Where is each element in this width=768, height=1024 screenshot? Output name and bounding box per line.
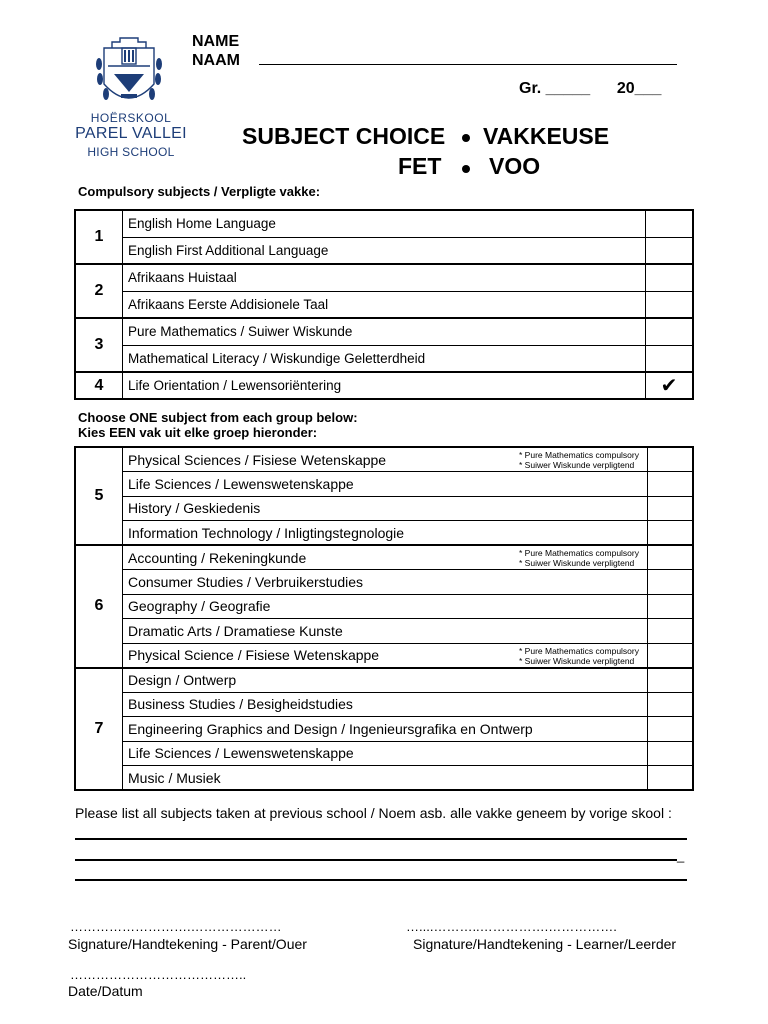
name-input-line[interactable] bbox=[259, 64, 677, 65]
subject-name: Life Orientation / Lewensoriëntering bbox=[123, 372, 646, 399]
requirement-note bbox=[519, 548, 639, 568]
selection-checkbox[interactable] bbox=[648, 741, 694, 766]
selection-checkbox[interactable] bbox=[646, 318, 694, 345]
subject-name: Physical Science / Fisiese Wetenskappe bbox=[128, 647, 380, 663]
requirement-note-af: * Suiwer Wiskunde verpligtend bbox=[519, 655, 635, 666]
school-name-line2: PAREL VALLEI bbox=[75, 125, 187, 142]
date-line[interactable]: ………………………………….. bbox=[70, 967, 247, 982]
subject-name: Business Studies / Besigheidstudies bbox=[123, 692, 648, 717]
date-label: Date/Datum bbox=[68, 983, 143, 999]
table-row bbox=[75, 345, 693, 372]
selection-checkbox[interactable] bbox=[648, 472, 694, 497]
subject-name: Consumer Studies / Verbruikerstudies bbox=[123, 570, 648, 595]
table-row bbox=[75, 619, 693, 644]
subject-name: Accounting / Rekeningkunde bbox=[128, 549, 307, 566]
table-row bbox=[75, 717, 693, 742]
selection-checkbox[interactable] bbox=[648, 668, 694, 693]
previous-subjects-line[interactable] bbox=[75, 838, 687, 840]
selection-checkbox[interactable] bbox=[648, 521, 694, 546]
selection-checkbox[interactable] bbox=[648, 496, 694, 521]
previous-subjects-line[interactable] bbox=[75, 859, 677, 861]
compulsory-subjects-table bbox=[74, 209, 694, 400]
table-row bbox=[75, 496, 693, 521]
selection-checkbox[interactable] bbox=[648, 766, 694, 791]
table-row bbox=[75, 668, 693, 693]
table-row bbox=[75, 741, 693, 766]
grade-year-field[interactable] bbox=[519, 80, 661, 98]
subject-name: History / Geskiedenis bbox=[123, 496, 648, 521]
table-row bbox=[75, 570, 693, 595]
table-row bbox=[75, 472, 693, 497]
selection-checkbox[interactable] bbox=[648, 643, 694, 668]
naam-label: NAAM bbox=[192, 52, 240, 69]
table-row bbox=[75, 372, 693, 399]
table-row bbox=[75, 545, 693, 570]
subject-name: Life Sciences / Lewenswetenskappe bbox=[123, 472, 648, 497]
requirement-note bbox=[519, 450, 639, 470]
selection-checkbox[interactable] bbox=[648, 570, 694, 595]
subject-name: Physical Sciences / Fisiese Wetenskappe bbox=[128, 451, 387, 468]
subject-cell bbox=[123, 545, 648, 570]
subject-name: Mathematical Literacy / Wiskundige Geletterdheid bbox=[123, 345, 646, 372]
group-number: 3 bbox=[75, 318, 123, 372]
title-voo: VOO bbox=[489, 153, 541, 179]
table-row bbox=[75, 291, 693, 318]
school-name-line3: HIGH SCHOOL bbox=[87, 145, 175, 159]
subject-name: Geography / Geografie bbox=[123, 594, 648, 619]
group-number: 5 bbox=[75, 447, 123, 545]
title-subject-choice: SUBJECT CHOICE bbox=[242, 123, 446, 149]
title-fet: FET bbox=[398, 153, 442, 179]
selection-checkbox[interactable] bbox=[646, 345, 694, 372]
title-bullet bbox=[462, 165, 470, 173]
subject-name: Design / Ontwerp bbox=[123, 668, 648, 693]
subject-name: Life Sciences / Lewenswetenskappe bbox=[123, 741, 648, 766]
group-number: 1 bbox=[75, 210, 123, 264]
selection-checkbox[interactable] bbox=[648, 717, 694, 742]
table-row bbox=[75, 521, 693, 546]
table-row bbox=[75, 318, 693, 345]
group-number: 7 bbox=[75, 668, 123, 791]
table-row bbox=[75, 237, 693, 264]
table-row bbox=[75, 447, 693, 472]
table-row bbox=[75, 210, 693, 237]
subject-name: Information Technology / Inligtingstegnologie bbox=[123, 521, 648, 546]
subject-name: Afrikaans Huistaal bbox=[123, 264, 646, 291]
parent-signature-line[interactable]: ……………………….………………… bbox=[70, 919, 282, 934]
requirement-note-af: * Suiwer Wiskunde verpligtend bbox=[519, 460, 635, 470]
requirement-note-en: * Pure Mathematics compulsory bbox=[519, 645, 639, 656]
group-number: 4 bbox=[75, 372, 123, 399]
selection-checkbox[interactable] bbox=[648, 447, 694, 472]
subject-name: Pure Mathematics / Suiwer Wiskunde bbox=[123, 318, 646, 345]
title-bullet bbox=[462, 134, 470, 142]
learner-signature-label: Signature/Handtekening - Learner/Leerder bbox=[413, 936, 677, 952]
selection-checkbox[interactable] bbox=[646, 237, 694, 264]
selection-checkbox[interactable] bbox=[648, 619, 694, 644]
group-number: 2 bbox=[75, 264, 123, 318]
selection-checkbox[interactable] bbox=[646, 264, 694, 291]
elective-subjects-table bbox=[74, 446, 694, 791]
name-label: NAME bbox=[192, 33, 240, 50]
selection-checkbox[interactable] bbox=[646, 210, 694, 237]
requirement-note-en: * Pure Mathematics compulsory bbox=[519, 548, 639, 558]
subject-cell bbox=[123, 643, 648, 668]
checkmark-icon[interactable]: ✔ bbox=[646, 372, 694, 399]
subject-name: Music / Musiek bbox=[123, 766, 648, 791]
subject-cell bbox=[123, 447, 648, 472]
choose-heading-afrikaans: Kies EEN vak uit elke groep hieronder: bbox=[78, 425, 318, 440]
table-row bbox=[75, 264, 693, 291]
previous-school-label: Please list all subjects taken at previous school / Noem asb. alle vakke geneem by vorige skool : bbox=[75, 805, 672, 821]
table-row bbox=[75, 643, 693, 668]
subject-name: English Home Language bbox=[123, 210, 646, 237]
group-number: 6 bbox=[75, 545, 123, 668]
table-row bbox=[75, 692, 693, 717]
subject-name: Engineering Graphics and Design / Ingenieursgrafika en Ontwerp bbox=[123, 717, 648, 742]
selection-checkbox[interactable] bbox=[646, 291, 694, 318]
school-crest-logo bbox=[94, 34, 164, 118]
parent-signature-label: Signature/Handtekening - Parent/Ouer bbox=[68, 936, 307, 952]
compulsory-heading: Compulsory subjects / Verpligte vakke: bbox=[78, 184, 321, 199]
selection-checkbox[interactable] bbox=[648, 594, 694, 619]
requirement-note-af: * Suiwer Wiskunde verpligtend bbox=[519, 558, 635, 568]
subject-name: Dramatic Arts / Dramatiese Kunste bbox=[123, 619, 648, 644]
table-row bbox=[75, 594, 693, 619]
previous-subjects-line[interactable] bbox=[75, 879, 687, 881]
learner-signature-line[interactable]: …....………..…………….……………. bbox=[406, 919, 617, 934]
choose-heading-english: Choose ONE subject from each group below: bbox=[78, 410, 358, 425]
table-row bbox=[75, 766, 693, 791]
requirement-note bbox=[519, 646, 639, 666]
selection-checkbox[interactable] bbox=[648, 545, 694, 570]
subject-name: Afrikaans Eerste Addisionele Taal bbox=[123, 291, 646, 318]
requirement-note-en: * Pure Mathematics compulsory bbox=[519, 450, 639, 460]
school-name-line1: HOËRSKOOL bbox=[90, 111, 172, 125]
subject-name: English First Additional Language bbox=[123, 237, 646, 264]
title-vakkeuse: VAKKEUSE bbox=[483, 123, 610, 149]
line-tail: _ bbox=[677, 848, 685, 863]
grade-year-text: Gr. _____ 20___ bbox=[519, 80, 662, 97]
selection-checkbox[interactable] bbox=[648, 692, 694, 717]
